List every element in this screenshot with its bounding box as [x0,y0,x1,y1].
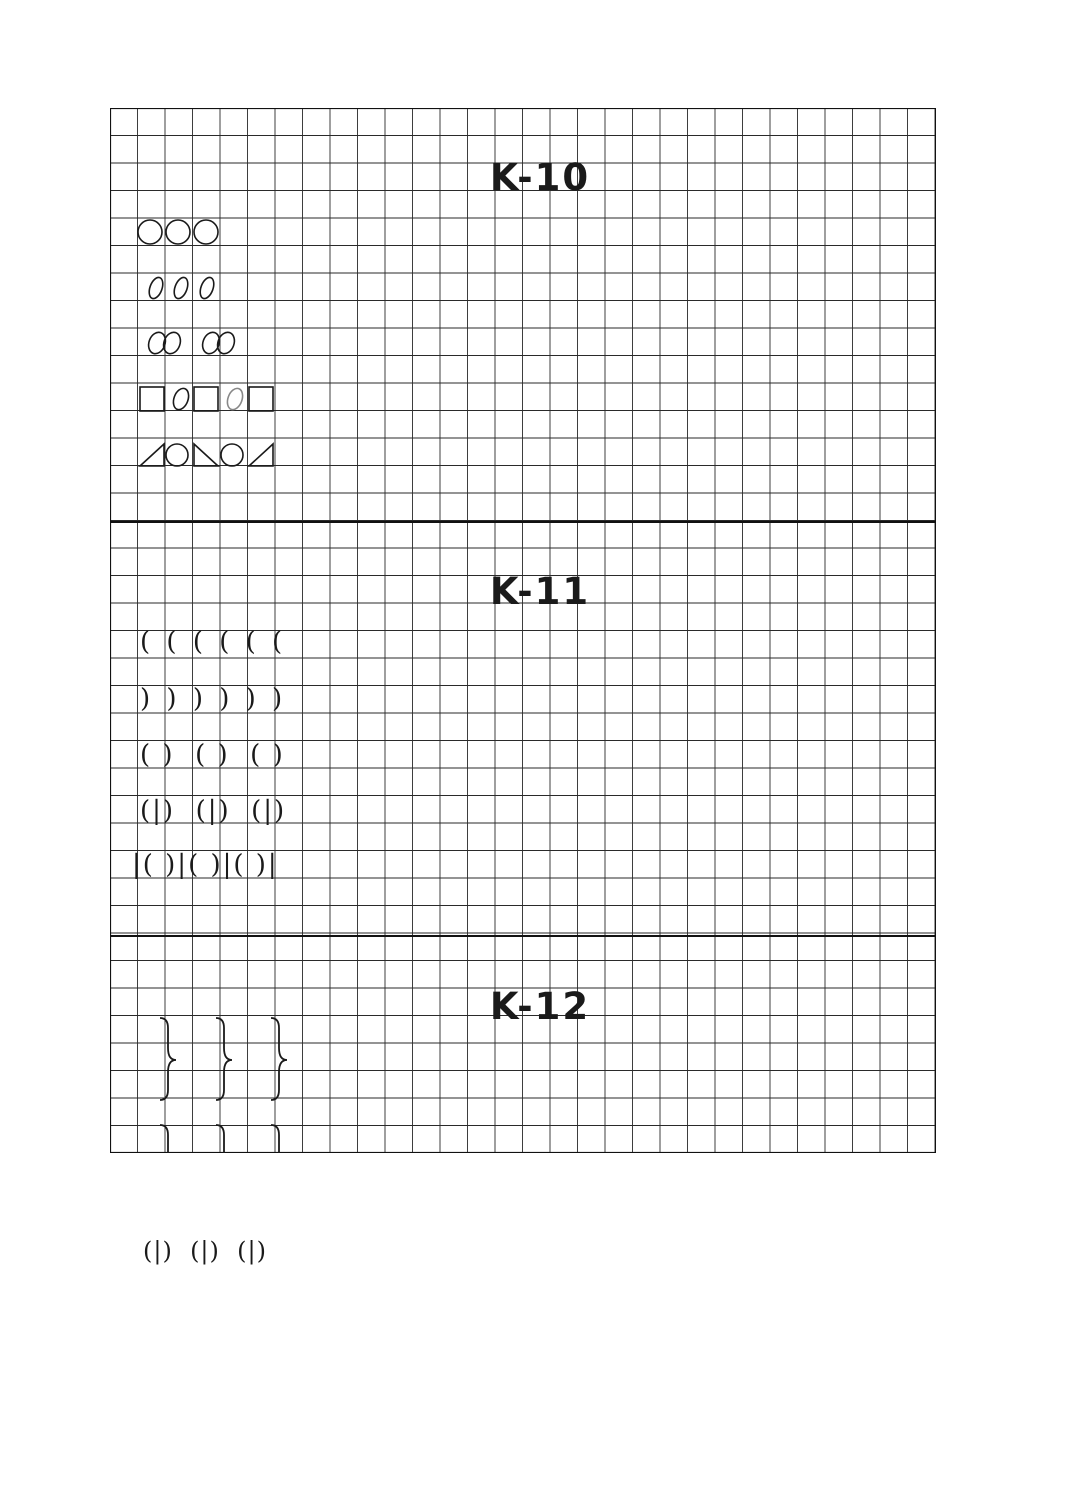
brace-shape [216,1018,232,1100]
k12-row2-braces [160,1125,287,1153]
brace-shape [271,1018,287,1100]
section-title-k12: K-12 [489,985,591,1028]
brace-shape [160,1125,176,1153]
k11-row3-paren-pairs: ( ) ( ) ( ) [140,740,285,770]
k12-braces [110,108,936,1153]
section-title-k11: K-11 [489,570,591,613]
worksheet [110,108,936,1265]
k11-row4-paren-bar: (|) (|) (|) [140,796,287,826]
section-title-k10: K-10 [489,156,591,199]
k11-row5-bar-paren: |( )|( )|( )| [132,850,279,880]
brace-shape [216,1125,232,1153]
k12-row1-braces [160,1018,287,1100]
k12-row3-paren-bar: (|) (|) (|) [143,1237,267,1265]
brace-shape [271,1125,287,1153]
k11-row1-open-parens: ( ( ( ( ( ( [140,627,287,657]
k11-row2-close-parens: ) ) ) ) ) ) [140,684,287,714]
brace-shape [160,1018,176,1100]
